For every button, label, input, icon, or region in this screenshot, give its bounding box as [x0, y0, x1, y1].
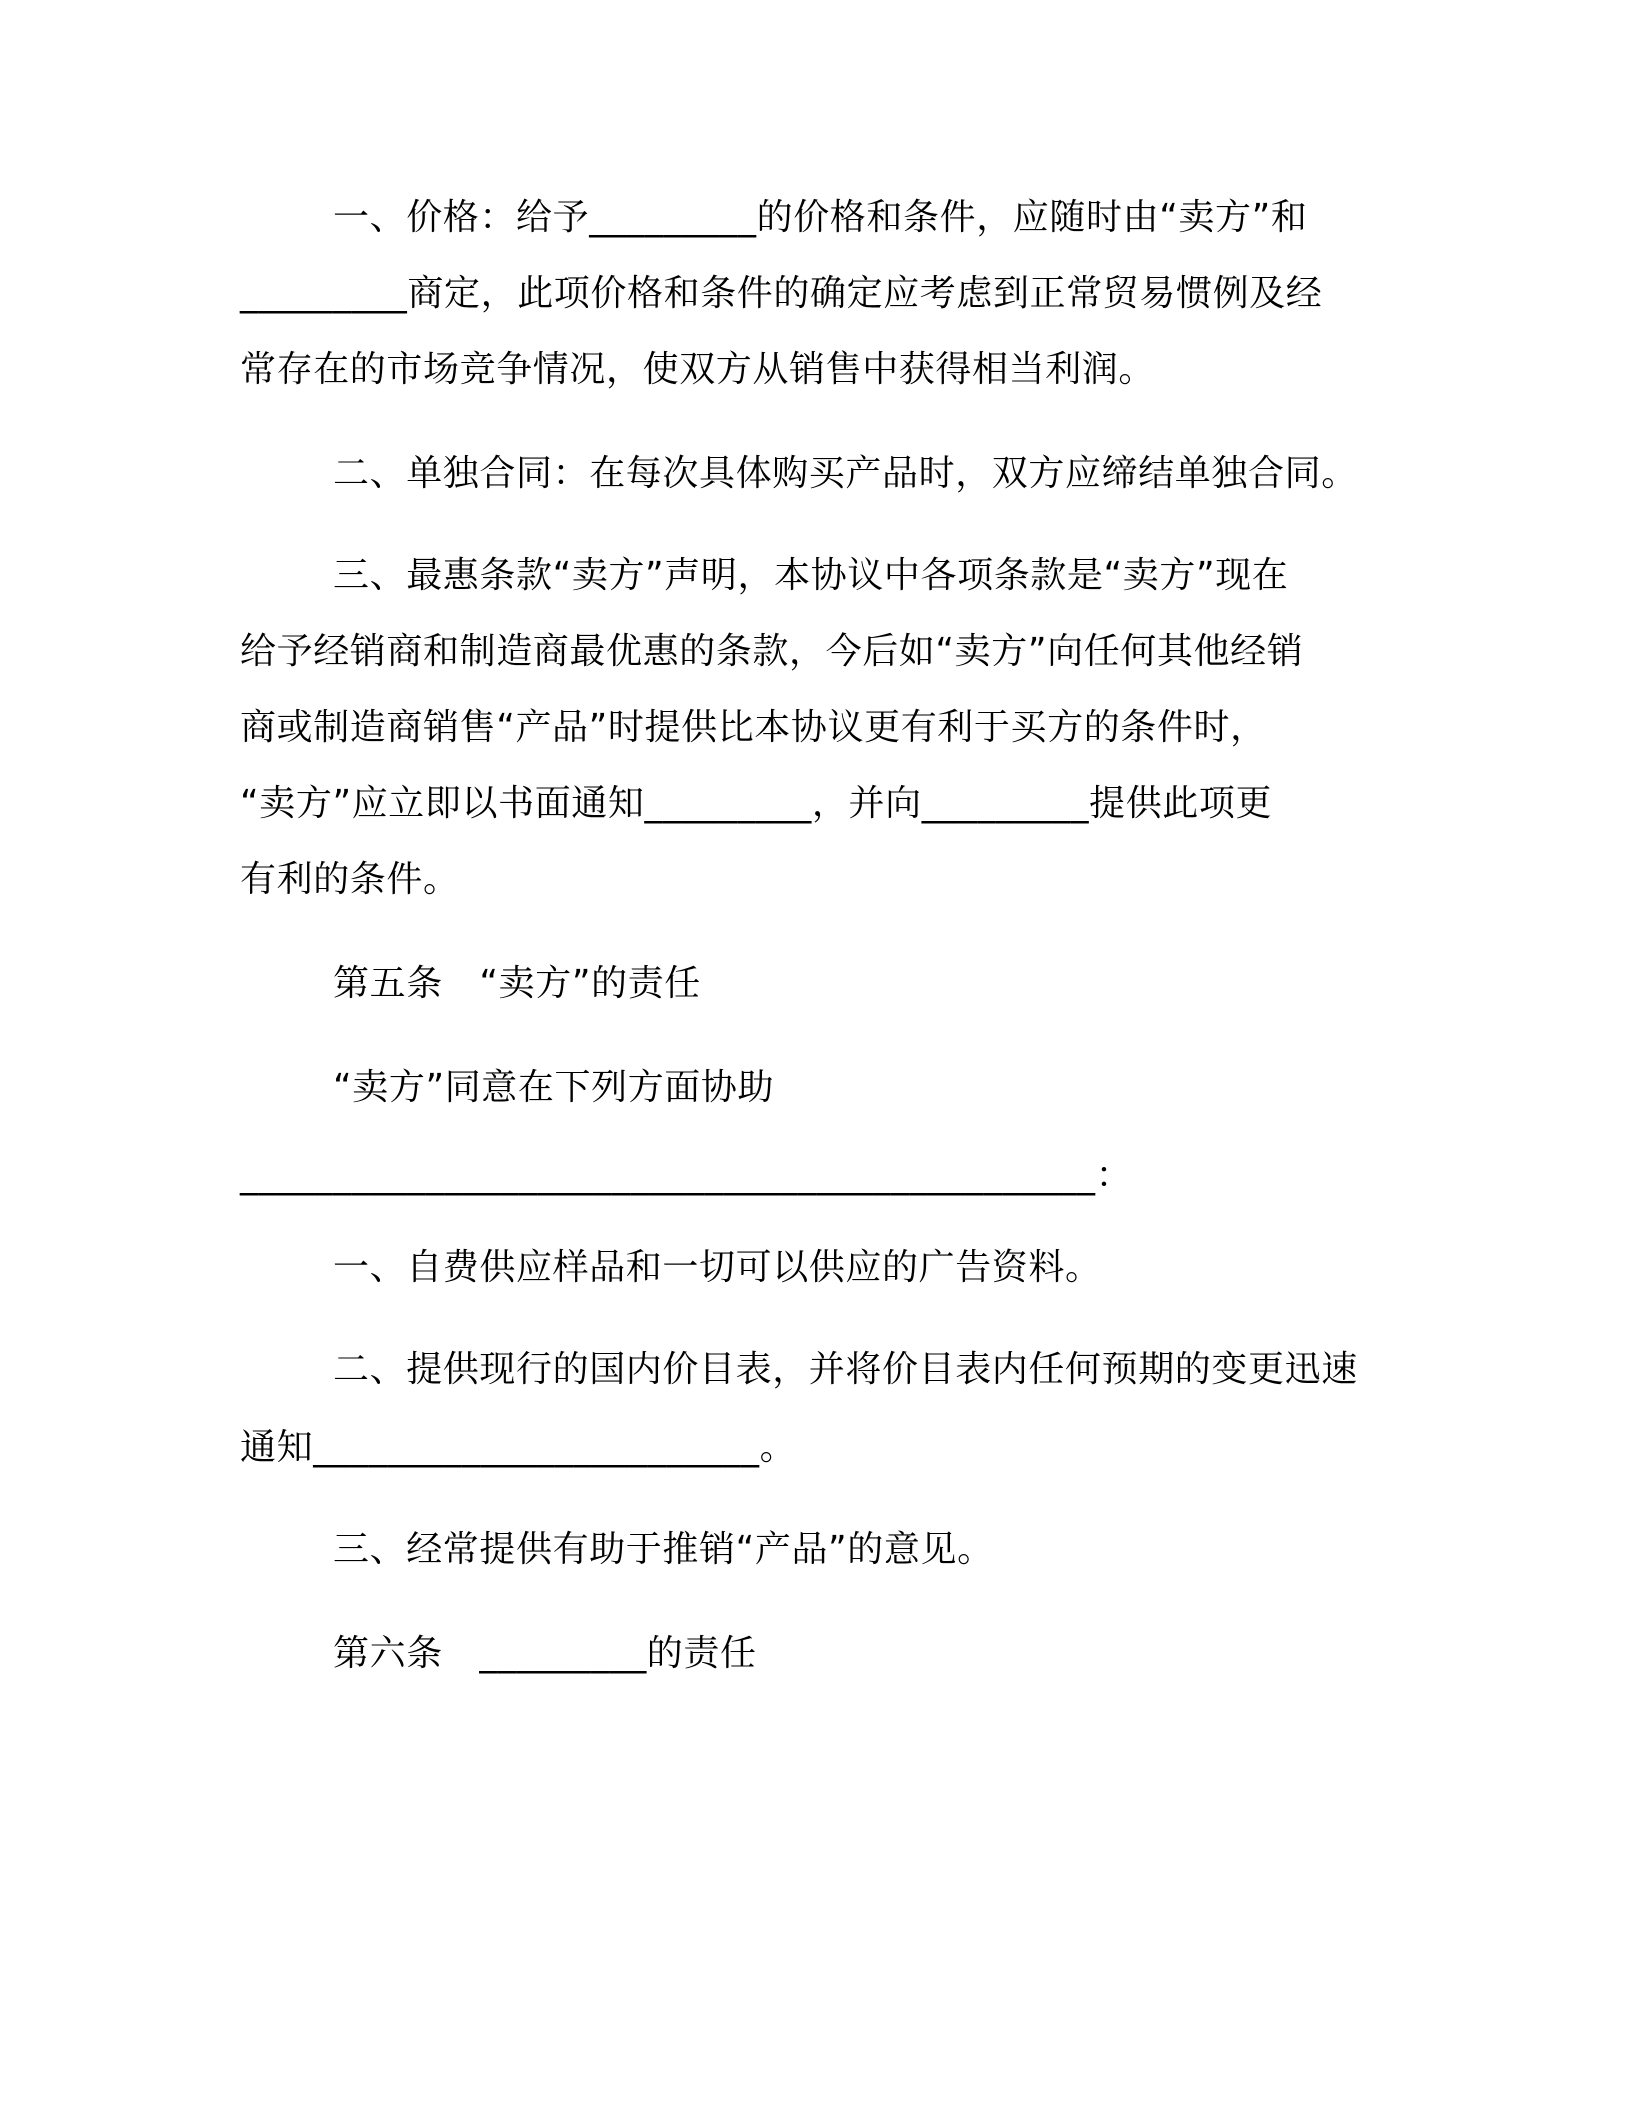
- seller-duty-one: 一、自费供应样品和一切可以供应的广告资料。: [333, 1247, 1102, 1288]
- article-five-heading: 第五条 “卖方”的责任: [333, 963, 701, 1004]
- separate-contract-clause: 二、单独合同：在每次具体购买产品时，双方应缔结单独合同。: [333, 453, 1358, 494]
- mfn-clause-line-2: 给予经销商和制造商最优惠的条款，今后如“卖方”向任何其他经销: [240, 631, 1304, 672]
- seller-assist-intro: “卖方”同意在下列方面协助: [333, 1067, 775, 1108]
- mfn-clause-line-1: 三、最惠条款“卖方”声明，本协议中各项条款是“卖方”现在: [333, 555, 1289, 596]
- mfn-clause-line-4: “卖方”应立即以书面通知_________，并向_________提供此项更: [240, 783, 1273, 824]
- mfn-clause-line-3: 商或制造商销售“产品”时提供比本协议更有利于买方的条件时，: [240, 707, 1267, 748]
- article-six-heading: 第六条 _________的责任: [333, 1633, 757, 1674]
- price-clause-line-1: 一、价格：给予_________的价格和条件，应随时由“卖方”和: [333, 197, 1308, 238]
- seller-assist-blank-line: ______________________________________________：: [240, 1155, 1133, 1196]
- seller-duty-two-line-1: 二、提供现行的国内价目表，并将价目表内任何预期的变更迅速: [333, 1349, 1358, 1390]
- seller-duty-two-line-2: 通知________________________。: [240, 1427, 797, 1468]
- mfn-clause-line-5: 有利的条件。: [240, 859, 460, 900]
- seller-duty-three: 三、经常提供有助于推销“产品”的意见。: [333, 1529, 994, 1570]
- price-clause-line-3: 常存在的市场竞争情况，使双方从销售中获得相当利润。: [240, 349, 1156, 390]
- price-clause-line-2: _________商定，此项价格和条件的确定应考虑到正常贸易惯例及经: [240, 273, 1323, 314]
